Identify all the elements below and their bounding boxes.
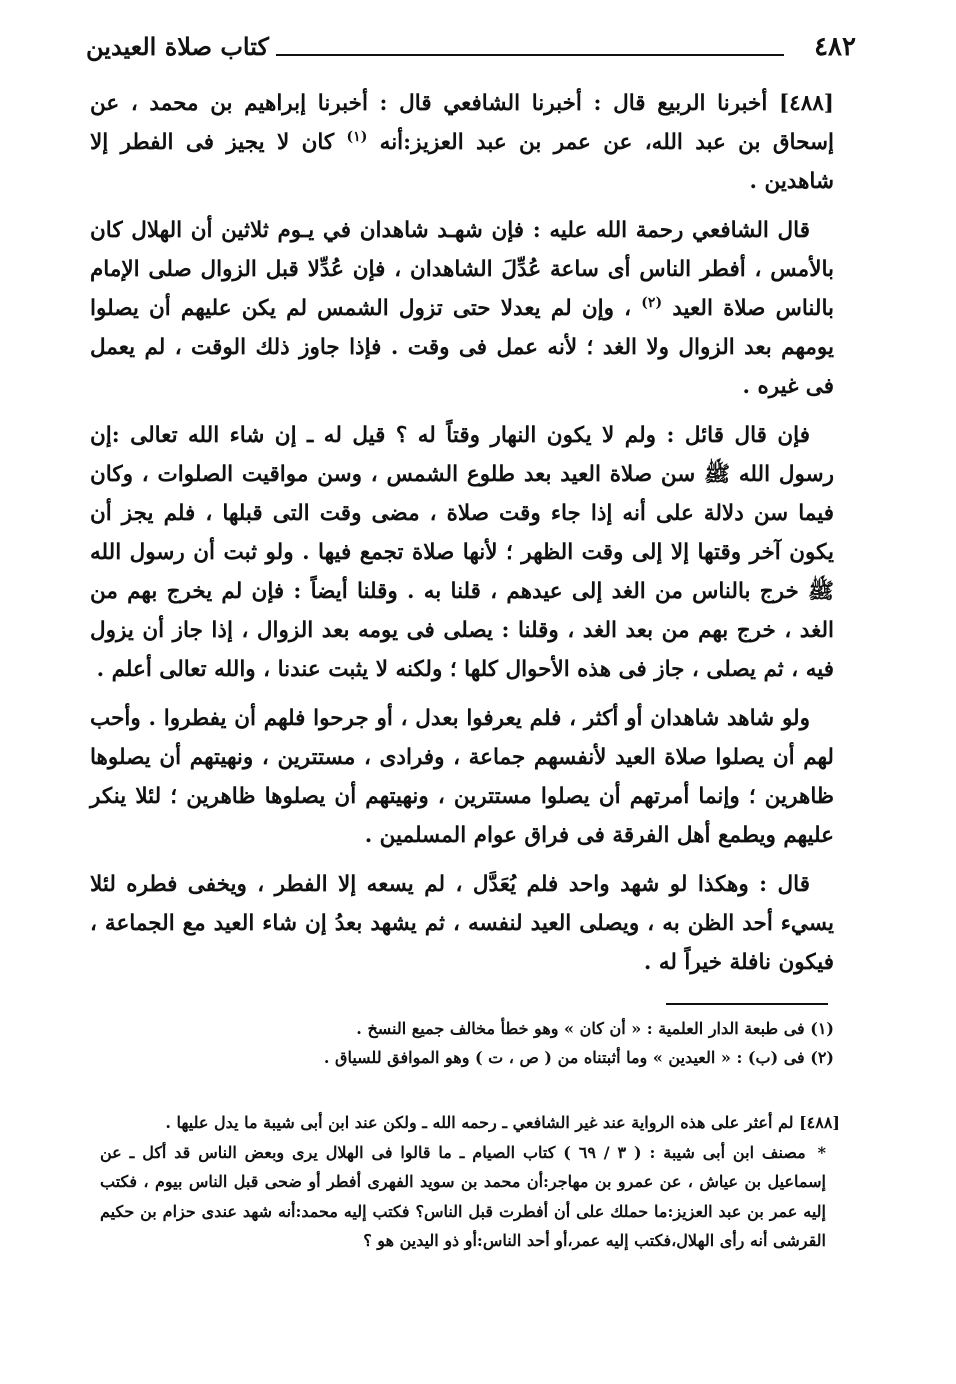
narration-text-a: أخبرنا الربيع قال : أخبرنا الشافعي قال : أخبرنا إبراهيم بن محمد ، عن إسحاق بن عبد الله، عن عمر بن عبد العزيز:أنه	[90, 91, 834, 155]
paragraph-shafii	[90, 211, 834, 406]
shafii-text-a: رحمة الله عليه : فإن شهـد شاهدان في يـوم ثلاثين أن الهلال كان بالأمس ، أفطر الناس أى ساعة عُدِّلَ الشاهدان ، فإن عُدِّلا قبل الزوال صلى الإمام بالناس صلاة العيد	[90, 218, 834, 321]
running-title: كتاب صلاة العيدين	[86, 32, 269, 61]
footnote-separator	[666, 1003, 828, 1005]
commentary-number: [٤٨٨]	[799, 1113, 840, 1132]
paragraph-single-witness	[90, 865, 834, 982]
paragraph-objection: فإن قال قائل : ولم لا يكون النهار وقتاً له ؟ قيل له ـ إن شاء الله تعالى :إن رسول الله ﷺ سن صلاة العيد بعد طلوع الشمس ، وسن مواقيت الصلوات ، وكان فيما سن دلالة على أنه إذا جاء وقت صلاة ، مضى وقت التى قبلها ، فلم يجز أن يكون آخر وقتها إلا إلى وقت الظهر ؛ لأنها صلاة تجمع فيها . ولو ثبت أن رسول الله ﷺ خرج بالناس من الغد إلى عيدهم ، قلنا به . وقلنا أيضاً : فإن لم يخرج بهم من الغد ، خرج بهم من بعد الغد ، وقلنا : يصلى فى يومه بعد الزوال ، إذا جاز أن يزول فيه ، ثم يصلى ، جاز فى هذه الأحوال كلها ؛ ولكنه لا يثبت عندنا ، والله تعالى أعلم .	[90, 423, 834, 682]
commentary-line-2	[100, 1138, 840, 1256]
footnote-ref-1: (١)	[346, 128, 368, 145]
single-witness-text: : وهكذا لو شهد واحد فلم يُعَدَّل ، لم يسعه إلا الفطر ، ويخفى فطره لئلا يسيء أحد الظن به ، ويصلى العيد لنفسه ، ثم يشهد بعدُ إن شاء العيد مع الجماعة ، فيكون نافلة خيراً له .	[90, 872, 834, 975]
footnote-2: (٢) فى (ب) : « العيدين » وما أثبتناه من ( ص ، ت ) وهو الموافق للسياق .	[323, 1048, 834, 1067]
paragraph-witnesses: ولو شاهد شاهدان أو أكثر ، فلم يعرفوا بعدل ، أو جرحوا فلهم أن يفطروا . وأحب لهم أن يصلوا صلاة العيد لأنفسهم جماعة ، وفرادى ، مستترين ، ونهيتهم أن يصلوها ظاهرين ؛ وإنما أمرتهم أن يصلوا مستترين ، ونهيتهم أن يصلوها ظاهرين ؛ لئلا ينكر عليهم ويطمع أهل الفرقة فى فراق عوام المسلمين .	[90, 706, 834, 848]
narration-text-b: كان لا يجيز فى الفطر إلا شاهدين .	[90, 130, 834, 194]
asterisk-icon: *	[817, 1142, 826, 1162]
page-number: ٤٨٢	[814, 32, 856, 62]
commentary-line-1	[100, 1108, 840, 1138]
footnote-ref-2: (٢)	[641, 294, 663, 311]
commentary	[100, 1108, 840, 1256]
footnote-1: (١) فى طبعة الدار العلمية : « أن كان » وهو خطأ مخالف جميع النسخ .	[356, 1019, 834, 1038]
shafii-text-b: ، وإن لم يعدلا حتى تزول الشمس لم يكن عليهم أن يصلوا يومهم بعد الزوال ولا الغد ؛ لأنه عمل فى وقت . فإذا جاوز ذلك الوقت ، لم يعمل فى غيره .	[90, 296, 834, 399]
main-text	[90, 84, 834, 992]
commentary-text-1: لم أعثر على هذه الرواية عند غير الشافعي ـ رحمه الله ـ ولكن عند ابن أبى شيبة ما يدل عليها .	[165, 1113, 794, 1132]
narration-number: [٤٨٨]	[778, 91, 834, 116]
page-header	[86, 30, 856, 70]
commentary-text-2: مصنف ابن أبى شيبة : ( ٣ / ٦٩ ) كتاب الصيام ـ ما قالوا فى الهلال يرى وبعض الناس قد أكل ـ عن إسماعيل بن عياش ، عن عمرو بن مهاجر:أن محمد بن سويد الفهرى أفطر أو ضحى قبل الناس بيوم ، فكتب إليه عمر بن عبد العزيز:ما حملك على أن أفطرت قبل الناس؟ فكتب إليه محمد:أنه شهد عندى حزام بن حكيم القرشى أنه رأى الهلال،فكتب إليه عمر،أو أحد الناس:أو ذو اليدين هو ؟	[100, 1142, 826, 1250]
paragraph-lead: قال الشافعي	[692, 218, 810, 243]
footnotes	[140, 1014, 834, 1072]
paragraph-lead: قال	[777, 872, 810, 897]
header-rule	[276, 54, 784, 56]
paragraph-narration	[90, 84, 834, 201]
